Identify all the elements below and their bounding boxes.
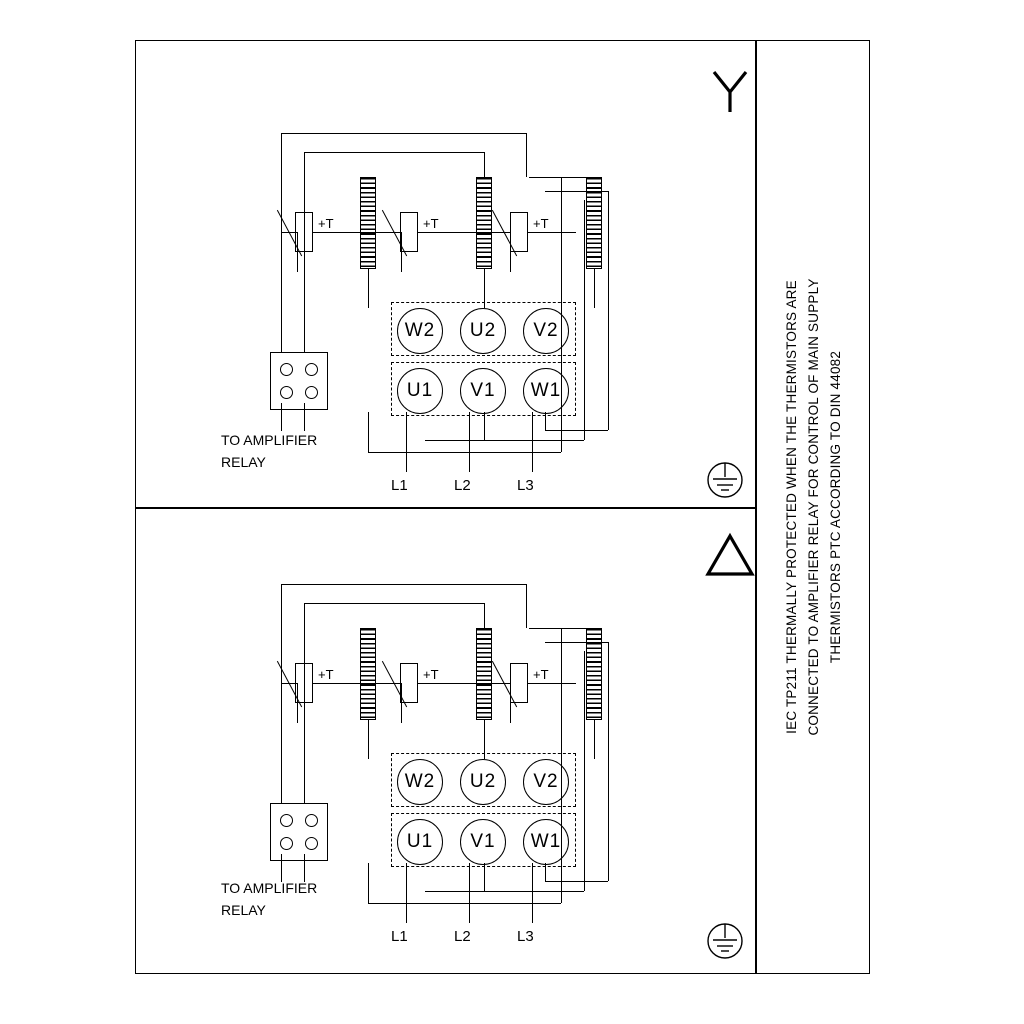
wire-th2-th3 xyxy=(418,683,510,684)
wire-w1-right xyxy=(545,881,608,882)
wire-coil3-v2 xyxy=(594,720,595,759)
wire-w1-right xyxy=(545,430,608,431)
connector-dot-1 xyxy=(280,814,293,827)
wire-th1-in xyxy=(281,232,297,233)
connector-dot-2 xyxy=(305,363,318,376)
wire-th3-drop xyxy=(510,683,511,723)
thermistor-label-3: +T xyxy=(533,216,549,231)
terminal-u2[interactable]: U2 xyxy=(460,759,506,805)
terminal-u1[interactable]: U1 xyxy=(397,368,443,414)
earth-ground-icon xyxy=(695,916,755,966)
wire-w1-down xyxy=(545,863,546,881)
wire-l3 xyxy=(532,863,533,923)
connector-dot-1 xyxy=(280,363,293,376)
wire-coil1-w2 xyxy=(368,269,369,308)
wire-th3-drop xyxy=(510,232,511,272)
wire-loop-right-3 xyxy=(608,191,609,430)
terminal-v2[interactable]: V2 xyxy=(523,308,569,354)
wire-t-top-1 xyxy=(281,133,526,134)
earth-ground-icon xyxy=(695,455,755,505)
phase-label-l3: L3 xyxy=(517,477,534,494)
wire-coil2-u2 xyxy=(484,720,485,759)
note-column-divider xyxy=(755,40,757,974)
connector-dot-3 xyxy=(280,386,293,399)
amplifier-label-line1: TO AMPLIFIER xyxy=(221,432,318,448)
wire-th1-th2 xyxy=(313,232,401,233)
phase-label-l2: L2 xyxy=(454,477,471,494)
wire-th1-drop xyxy=(297,232,298,272)
wire-loop-right-3 xyxy=(608,642,609,881)
wire-v1-right xyxy=(425,891,584,892)
wire-th3-out xyxy=(528,232,576,233)
wire-loop-right-1 xyxy=(561,628,562,903)
wire-t-down-1 xyxy=(526,133,527,177)
wire-loop-right-2 xyxy=(584,200,585,440)
wire-loop-top-1 xyxy=(529,177,594,178)
delta-connection-icon xyxy=(700,528,760,584)
wire-u1-down xyxy=(368,412,369,452)
note-line-2: CONNECTED TO AMPLIFIER RELAY FOR CONTROL OF MAIN SUPPLY xyxy=(806,278,821,736)
terminal-w2[interactable]: W2 xyxy=(397,759,443,805)
phase-label-l2: L2 xyxy=(454,928,471,945)
wire-conn-out-2 xyxy=(304,854,305,882)
winding-coil-1 xyxy=(360,177,376,269)
wire-coil2-u2 xyxy=(484,269,485,308)
wire-t-down-1 xyxy=(526,584,527,628)
panel-delta-connection xyxy=(135,508,755,975)
wire-th1-th2 xyxy=(313,683,401,684)
thermistor-2 xyxy=(400,212,418,252)
wire-t-top-2 xyxy=(304,603,484,604)
connector-dot-3 xyxy=(280,837,293,850)
wire-loop-right-1 xyxy=(561,177,562,452)
terminal-u1[interactable]: U1 xyxy=(397,819,443,865)
star-connection-icon xyxy=(700,60,760,120)
wire-th2-drop xyxy=(401,683,402,723)
note-text-block xyxy=(781,67,847,947)
wire-v1-down xyxy=(484,863,485,891)
winding-coil-2 xyxy=(476,177,492,269)
amplifier-label-line2: RELAY xyxy=(221,902,266,918)
connector-dot-4 xyxy=(305,386,318,399)
wire-coil1-w2 xyxy=(368,720,369,759)
terminal-w2[interactable]: W2 xyxy=(397,308,443,354)
phase-label-l3: L3 xyxy=(517,928,534,945)
wire-t-top-2 xyxy=(304,152,484,153)
wire-l1 xyxy=(406,863,407,923)
amplifier-label-line2: RELAY xyxy=(221,454,266,470)
thermistor-label-2: +T xyxy=(423,667,439,682)
connector-dot-2 xyxy=(305,814,318,827)
note-column xyxy=(762,40,866,974)
winding-coil-2 xyxy=(476,628,492,720)
wire-th1-drop xyxy=(297,683,298,723)
wire-loop-top-3 xyxy=(545,191,608,192)
wire-l2 xyxy=(469,412,470,472)
thermistor-label-1: +T xyxy=(318,216,334,231)
winding-coil-1 xyxy=(360,628,376,720)
wire-th1-in xyxy=(281,683,297,684)
wire-th2-th3 xyxy=(418,232,510,233)
wire-loop-top-3 xyxy=(545,642,608,643)
wire-conn-out-1 xyxy=(281,403,282,431)
terminal-w1[interactable]: W1 xyxy=(523,819,569,865)
wire-coil3-v2 xyxy=(594,269,595,308)
amplifier-connector-block xyxy=(270,803,328,861)
terminal-w1[interactable]: W1 xyxy=(523,368,569,414)
wire-v1-down xyxy=(484,412,485,440)
wire-w1-down xyxy=(545,412,546,430)
wire-conn-out-1 xyxy=(281,854,282,882)
terminal-v1[interactable]: V1 xyxy=(460,368,506,414)
phase-label-l1: L1 xyxy=(391,477,408,494)
thermistor-3 xyxy=(510,212,528,252)
wire-t-down-2 xyxy=(484,152,485,177)
wire-l3 xyxy=(532,412,533,472)
wire-loop-right-2 xyxy=(584,651,585,891)
terminal-v1[interactable]: V1 xyxy=(460,819,506,865)
phase-label-l1: L1 xyxy=(391,928,408,945)
thermistor-3 xyxy=(510,663,528,703)
wire-th3-out xyxy=(528,683,576,684)
thermistor-label-3: +T xyxy=(533,667,549,682)
wire-conn-out-2 xyxy=(304,403,305,431)
note-line-1: IEC TP211 THERMALLY PROTECTED WHEN THE THERMISTORS ARE xyxy=(784,280,799,734)
wire-t-top-1 xyxy=(281,584,526,585)
thermistor-label-1: +T xyxy=(318,667,334,682)
wire-loop-top-1 xyxy=(529,628,594,629)
terminal-u2[interactable]: U2 xyxy=(460,308,506,354)
wire-u1-down xyxy=(368,863,369,903)
wire-l1 xyxy=(406,412,407,472)
thermistor-label-2: +T xyxy=(423,216,439,231)
wire-t-down-2 xyxy=(484,603,485,628)
amplifier-connector-block xyxy=(270,352,328,410)
wire-v1-right xyxy=(425,440,584,441)
connector-dot-4 xyxy=(305,837,318,850)
wire-l2 xyxy=(469,863,470,923)
panel-star-connection xyxy=(135,40,755,507)
amplifier-label-line1: TO AMPLIFIER xyxy=(221,880,318,896)
note-line-3: THERMISTORS PTC ACCORDING TO DIN 44082 xyxy=(828,350,843,664)
wire-th2-drop xyxy=(401,232,402,272)
terminal-v2[interactable]: V2 xyxy=(523,759,569,805)
thermistor-2 xyxy=(400,663,418,703)
